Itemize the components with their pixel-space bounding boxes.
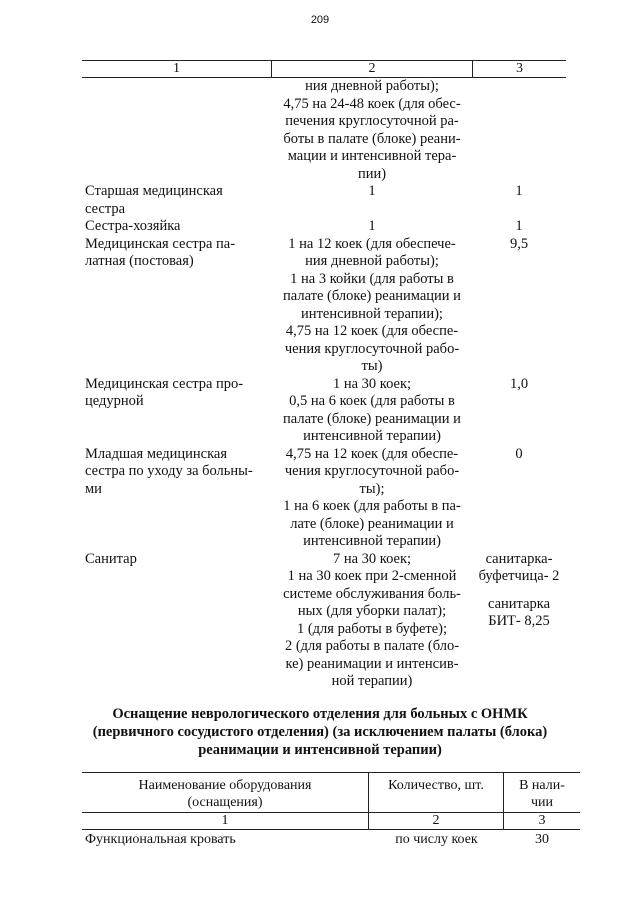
cell-line: ке) реанимации и интенсив- [285, 655, 459, 672]
position-cell [82, 236, 272, 376]
staff-count-cell [472, 446, 566, 551]
cell-line: ной терапии) [331, 673, 413, 689]
cell-line: интенсивной терапии) [303, 428, 441, 444]
staffing-norm-cell [272, 236, 472, 376]
cell-line: 0,5 на 6 коек (для работы в [289, 393, 455, 409]
position-cell [82, 218, 272, 236]
staffing-norm-cell [272, 551, 472, 691]
staff-count-cell [472, 78, 566, 183]
table-row [82, 830, 580, 849]
staff-table-header [82, 60, 566, 78]
header-text: Количество, шт. [388, 778, 484, 793]
cell-line: сестра по уходу за больны- [85, 463, 253, 479]
position-cell [82, 376, 272, 446]
cell-line: Старшая медицинская [85, 183, 223, 199]
cell-line: Сестра-хозяйка [85, 218, 181, 234]
cell-line: БИТ- 8,25 [488, 613, 550, 629]
cell-line: 4,75 на 12 коек (для обеспе- [285, 323, 459, 339]
cell-line: ных (для уборки палат); [297, 603, 447, 619]
equipment-table-header [82, 772, 580, 813]
cell-line: буфетчица- 2 [478, 568, 560, 584]
cell-line: 1 на 30 коек; [332, 375, 412, 392]
cell-line: палате (блоке) реанимации и [283, 288, 461, 304]
section-title-line: (первичного сосудистого отделения) (за исключением палаты (блока) [92, 724, 548, 740]
cell-line: ты) [361, 358, 383, 374]
table-row [82, 551, 566, 691]
staffing-norm-cell [272, 78, 472, 183]
equipment-name-header [82, 773, 369, 812]
cell-line: чения круглосуточной рабо- [284, 463, 460, 479]
cell-line: 1 на 6 коек (для работы в па- [283, 498, 461, 514]
header-text: В нали- [519, 778, 565, 793]
staff-table [82, 60, 566, 691]
equipment-qty-header [369, 773, 504, 812]
position-cell [82, 78, 272, 183]
section-title [60, 705, 580, 759]
cell-line: печения круглосуточной ра- [285, 113, 459, 129]
cell-line: цедурной [85, 393, 144, 409]
header-text: Наименование оборудования [138, 778, 312, 793]
cell-line: 0 [515, 445, 523, 462]
cell-line: латная (постовая) [85, 253, 194, 269]
staff-count-cell [472, 218, 566, 236]
cell-line: мации и интенсивной тера- [287, 148, 457, 164]
cell-line [472, 586, 566, 596]
cell-line: 4,75 на 12 коек (для обеспе- [285, 445, 459, 462]
header-col-3: 3 [516, 61, 523, 76]
cell-line: 7 на 30 коек; [332, 550, 412, 567]
cell-line: санитарка [487, 595, 551, 612]
cell-line: лате (блоке) реанимации и [290, 515, 454, 532]
table-row [82, 376, 566, 446]
cell-line: Медицинская сестра про- [85, 375, 244, 392]
staff-count-cell [472, 376, 566, 446]
equipment-avail-header [504, 773, 580, 812]
cell-line: чения круглосуточной рабо- [284, 340, 460, 357]
cell-line: ты); [359, 480, 385, 497]
position-cell [82, 183, 272, 218]
staffing-norm-cell [272, 446, 472, 551]
cell-line: системе обслуживания боль- [283, 585, 461, 602]
cell-line: 1 на 30 коек при 2-сменной [287, 568, 457, 584]
equipment-table [82, 772, 580, 849]
cell-line: интенсивной терапии) [303, 533, 441, 549]
cell-line: 1 [515, 183, 523, 199]
number-col-2: 2 [369, 813, 504, 829]
table-row [82, 236, 566, 376]
number-col-1: 1 [82, 813, 369, 829]
equipment-name: Функциональная кровать [85, 832, 236, 847]
table-row [82, 218, 566, 236]
header-col-2: 2 [272, 61, 473, 77]
cell-line: 4,75 на 24-48 коек (для обес- [283, 95, 461, 112]
cell-line: сестра [85, 200, 126, 217]
cell-line: 1 на 12 коек (для обеспече- [288, 235, 456, 252]
cell-line: ния дневной работы); [305, 253, 439, 269]
cell-line: палате (блоке) реанимации и [283, 410, 461, 427]
table-row [82, 446, 566, 551]
cell-line: ми [85, 480, 102, 497]
staff-table-body [82, 78, 566, 691]
position-cell [82, 551, 272, 691]
equipment-avail: 30 [535, 832, 549, 847]
cell-line: 2 (для работы в палате (бло- [284, 638, 460, 654]
cell-line: интенсивной терапии); [301, 305, 443, 322]
number-col-3: 3 [538, 813, 546, 828]
cell-line: ния дневной работы); [305, 78, 439, 94]
cell-line: 9,5 [509, 235, 529, 252]
cell-line: санитарка- [485, 550, 553, 567]
section-title-line: реанимации и интенсивной терапии) [198, 742, 442, 758]
header-text: чии [530, 795, 554, 810]
equipment-table-number-row [82, 813, 580, 830]
cell-line: Санитар [85, 550, 137, 567]
cell-line: боты в палате (блоке) реани- [283, 130, 461, 147]
table-row [82, 78, 566, 183]
equipment-qty: по числу коек [395, 832, 478, 847]
staffing-norm-cell [272, 376, 472, 446]
section-title-line: Оснащение неврологического отделения для больных с ОНМК [112, 706, 528, 722]
header-text: (оснащения) [187, 795, 263, 810]
cell-line: 1 на 3 койки (для работы в [290, 270, 454, 287]
header-col-1: 1 [82, 61, 272, 77]
cell-line: пии) [357, 165, 387, 182]
staff-count-cell [472, 236, 566, 376]
cell-line: Младшая медицинская [85, 445, 228, 462]
cell-line: Медицинская сестра па- [85, 235, 236, 252]
staffing-norm-cell [272, 218, 472, 236]
position-cell [82, 446, 272, 551]
staff-count-cell [472, 183, 566, 218]
cell-line: 1,0 [509, 375, 529, 392]
cell-line: 1 (для работы в буфете); [296, 620, 448, 637]
staffing-norm-cell [272, 183, 472, 218]
cell-line: 1 [515, 218, 523, 234]
cell-line: 1 [368, 183, 376, 199]
page-number: 209 [310, 14, 330, 26]
cell-line: 1 [368, 218, 376, 234]
staff-count-cell [472, 551, 566, 691]
table-row [82, 183, 566, 218]
